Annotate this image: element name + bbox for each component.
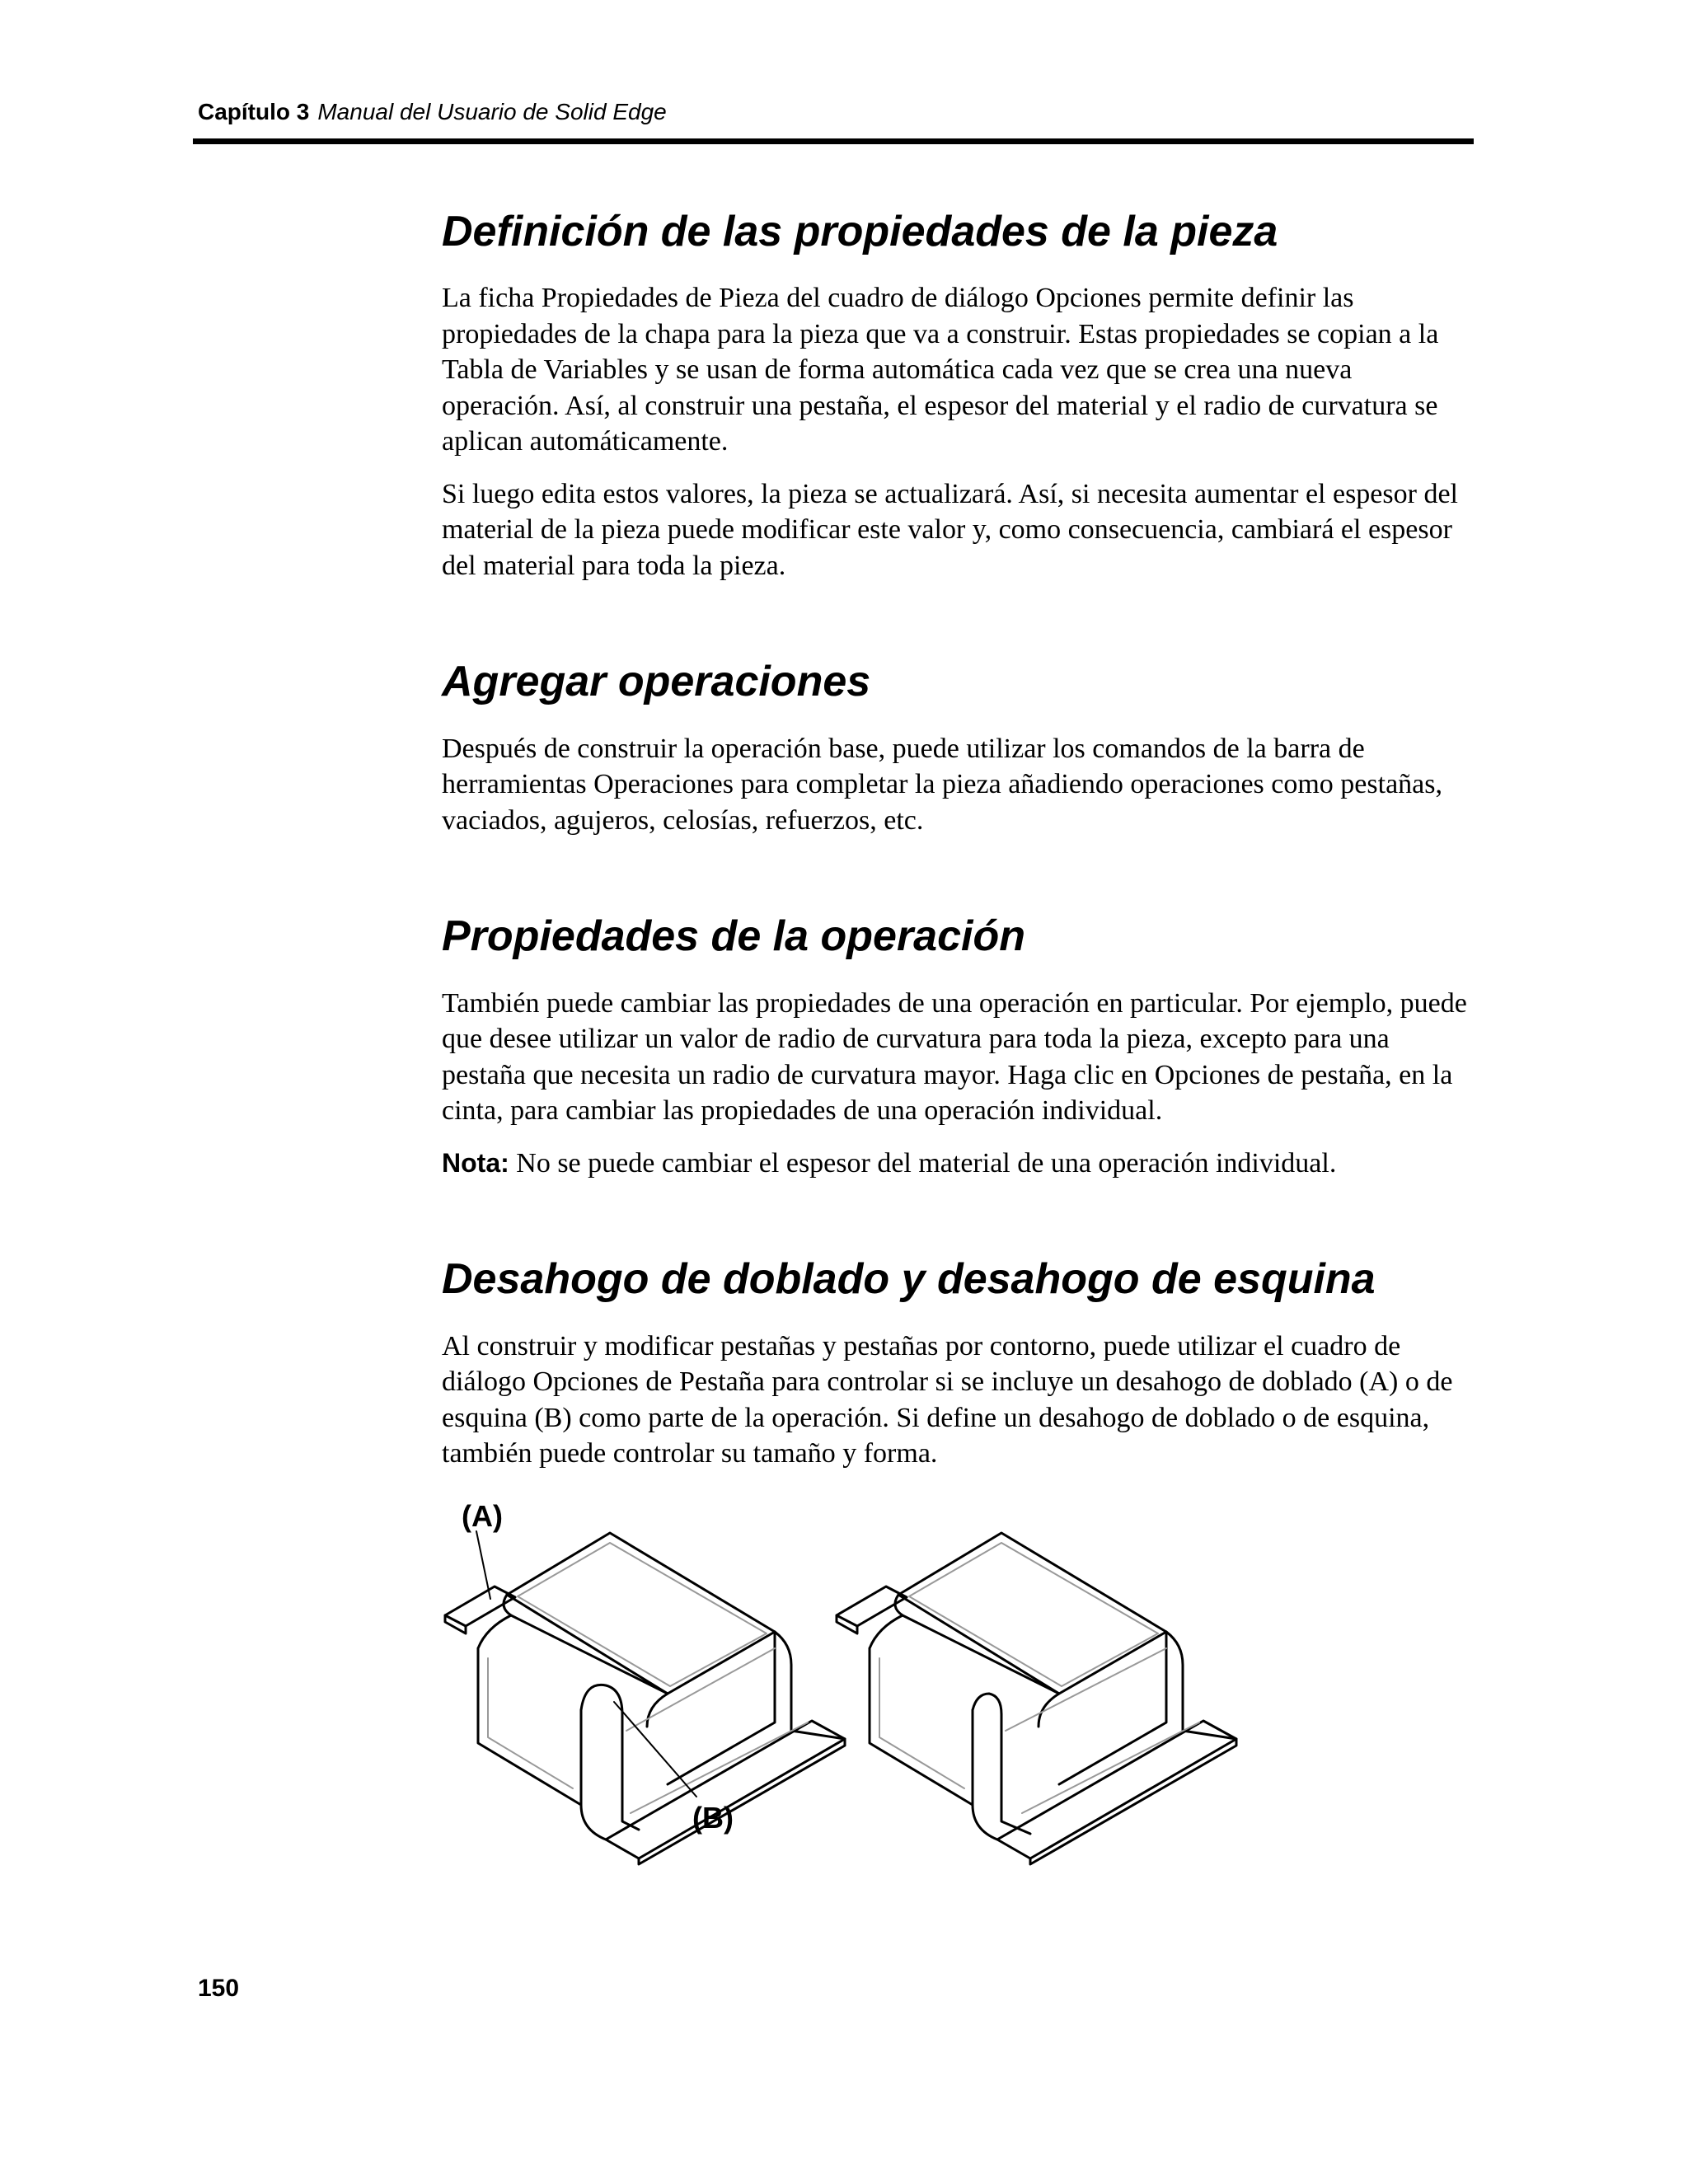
paragraph: Al construir y modificar pestañas y pestañas por contorno, puede utilizar el cuadro de diálogo Opciones de Pestaña para controlar si se incluye un desahogo de doblado (A) o de esquina (B) como parte de la operación. Si define un desahogo de doblado o de esquina, también puede controlar su tamaño y forma. (442, 1330, 1453, 1469)
section-title-part-properties: Definición de las propiedades de la pieza (442, 208, 1278, 255)
paragraph: También puede cambiar las propiedades de una operación en particular. Por ejemplo, puede que desee utilizar un valor de radio de curvatura para toda la pieza, excepto para una pestaña que necesita un radio de curvatura mayor. Haga clic en Opciones de pestaña, en la cinta, para cambiar las propiedades de una operación individual. (442, 987, 1467, 1127)
note-text: No se puede cambiar el espesor del material de una operación individual. (516, 1147, 1337, 1179)
page-body (442, 206, 1474, 1488)
label-a: (A) (462, 1499, 503, 1533)
part-with-relief-illustration (445, 1531, 845, 1864)
note (442, 1146, 1474, 1182)
page-number: 150 (198, 1975, 240, 2002)
label-b: (B) (692, 1801, 734, 1835)
section-title-relief: Desahogo de doblado y desahogo de esquina (442, 1255, 1376, 1304)
relief-illustration (429, 1483, 1269, 1871)
section-title-add-features: Agregar operaciones (442, 658, 871, 706)
paragraph: La ficha Propiedades de Pieza del cuadro de diálogo Opciones permite definir las propiedades de la chapa para la pieza que va a construir. Estas propiedades se copian a la Tabla de Variables y se usan de forma automática cada vez que se crea una nueva operación. Así, al construir una pestaña, el espesor del material y el radio de curvatura se aplican automáticamente. (442, 283, 1439, 457)
part-without-relief-illustration (837, 1533, 1236, 1864)
chapter-label: Capítulo 3 (198, 99, 310, 124)
running-head (198, 99, 667, 125)
paragraph: Después de construir la operación base, puede utilizar los comandos de la barra de herramientas Operaciones para completar la pieza añadiendo operaciones como pestañas, vaciados, agujeros, celosías, refuerzos, etc. (442, 733, 1442, 836)
book-title: Manual del Usuario de Solid Edge (317, 99, 667, 124)
section-title-feature-properties: Propiedades de la operación (442, 912, 1025, 961)
paragraph: Si luego edita estos valores, la pieza se actualizará. Así, si necesita aumentar el espesor del material de la pieza puede modificar este valor y, como consecuencia, cambiará el espesor del material para toda la pieza. (442, 478, 1458, 581)
note-label: Nota: (442, 1147, 509, 1178)
header-rule (193, 138, 1474, 144)
